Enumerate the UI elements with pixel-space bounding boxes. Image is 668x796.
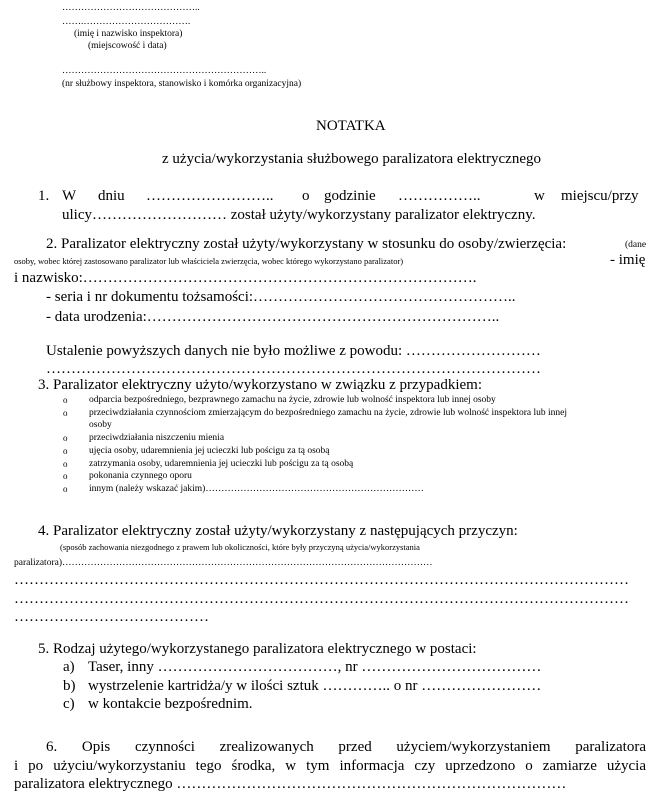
section-4-note-line: (sposób zachowania niezgodnego z prawem lub okoliczności, które były przyczyną użycia/wykorzystania (60, 542, 420, 552)
list-item: ujęcia osoby, udaremnienia jej ucieczki lub pościgu za tą osobą (89, 446, 330, 456)
list-bullet: o (63, 471, 68, 481)
option-cartridge: wystrzelenie kartridża/y w ilości sztuk ………….. o nr …………………… (88, 678, 542, 694)
place-date-label: (miejscowość i data) (88, 41, 167, 51)
dots-line-3: ……………………………………………………….. (62, 66, 267, 76)
document-title: NOTATKA (316, 118, 386, 134)
list-item: pokonania czynnego oporu (89, 471, 192, 481)
section-1-miejscu: miejscu/przy (561, 188, 639, 204)
list-bullet: o (63, 446, 68, 456)
document-subtitle: z użycia/wykorzystania służbowego paralizatora elektrycznego (162, 151, 541, 167)
list-bullet: o (63, 408, 68, 418)
list-bullet: o (63, 433, 68, 443)
list-item: przeciwdziałania czynnościom zmierzającym do bezpośredniego zamachu na życie, zdrowie lub wolność inspektora lub innej (89, 408, 567, 418)
section-3-heading: 3. Paralizator elektryczny użyto/wykorzystano w związku z przypadkiem: (38, 377, 483, 393)
list-bullet: o (63, 484, 68, 494)
section-6-line-1: 6. Opis czynności zrealizowanych przed użyciem/wykorzystaniem paralizatora (46, 739, 646, 755)
section-1-w: W (62, 188, 77, 204)
service-number-label: (nr służbowy inspektora, stanowisko i komórka organizacyjna) (62, 79, 302, 89)
section-4-dots-3: ………………………………… (14, 609, 209, 625)
section-2-note-line: osoby, wobec której zastosowano paralizator lub właściciela zwierzęcia, wobec którego wykorzystano paralizator) (14, 256, 404, 266)
option-taser: Taser, inny ………………………………, nr ……………………………… (88, 659, 542, 675)
section-5-heading: 5. Rodzaj użytego/wykorzystanego paralizatora elektrycznego w postaci: (38, 641, 477, 657)
section-2-reason-line: Ustalenie powyższych danych nie było możliwe z powodu: ……………………… (46, 343, 541, 359)
option-contact: w kontakcie bezpośrednim. (88, 696, 253, 712)
section-2-dob-line: - data urodzenia:…………………………………………………………….. (46, 309, 500, 325)
section-1-godzinie: godzinie (324, 188, 376, 204)
option-letter-b: b) (63, 678, 76, 694)
list-item: zatrzymania osoby, udaremnienia jej ucieczki lub pościgu za tą osobą (89, 459, 354, 469)
section-4-dots-2: …………………………………………………………………………………………………………… (14, 591, 629, 607)
section-1-number: 1. (38, 188, 50, 204)
section-1-o: o (302, 188, 310, 204)
option-letter-c: c) (63, 696, 75, 712)
dots-line-1: …………………………………….. (62, 3, 200, 13)
list-item: przeciwdziałania niszczeniu mienia (89, 433, 225, 443)
dots-line-2: …….……………………………. (62, 17, 191, 27)
section-2-note-start: (dane (625, 240, 647, 250)
section-2-heading: 2. Paralizator elektryczny został użyty/wykorzystany w stosunku do osoby/zwierzęcia: (46, 236, 567, 252)
section-2-name-line: i nazwisko:……………………………………………………………………. (14, 270, 477, 286)
section-4-heading: 4. Paralizator elektryczny został użyty/wykorzystany z następujących przyczyn: (38, 523, 518, 539)
section-1-w2: w (534, 188, 545, 204)
section-1-dniu: dniu (98, 188, 125, 204)
list-item: innym (należy wskazać jakim)…………………………………………………………… (89, 484, 424, 494)
list-item: odparcia bezpośredniego, bezprawnego zamachu na życie, zdrowie lub wolność inspektora lub innej osoby (89, 395, 496, 405)
inspector-name-label: (imię i nazwisko inspektora) (74, 29, 183, 39)
section-1-date-dots: …………………….. (146, 188, 274, 204)
section-1-time-dots: …………….. (398, 188, 481, 204)
section-4-note-cont: paralizatora)……………………………………………………………………………………………………… (14, 558, 433, 568)
section-2-imie: - imię (610, 252, 646, 268)
section-2-dots-line: ……………………………………………………………………………………… (46, 361, 541, 377)
section-6-line-2: i po użyciu/wykorzystaniu tego środka, w tym informacja czy uprzedzono o zamiarze użycia (14, 758, 646, 774)
section-4-dots-1: …………………………………………………………………………………………………………… (14, 572, 629, 588)
list-bullet: o (63, 459, 68, 469)
section-6-line-3: paralizatora elektrycznego …………………………………………………………………… (14, 776, 567, 792)
section-2-id-line: - seria i nr dokumentu tożsamości:…………………………………………….. (46, 289, 516, 305)
list-bullet: o (63, 395, 68, 405)
section-1-line-2: ulicy……………………… został użyty/wykorzystany paralizator elektryczny. (62, 207, 536, 223)
list-item-continuation: osoby (89, 420, 112, 430)
option-letter-a: a) (63, 659, 75, 675)
